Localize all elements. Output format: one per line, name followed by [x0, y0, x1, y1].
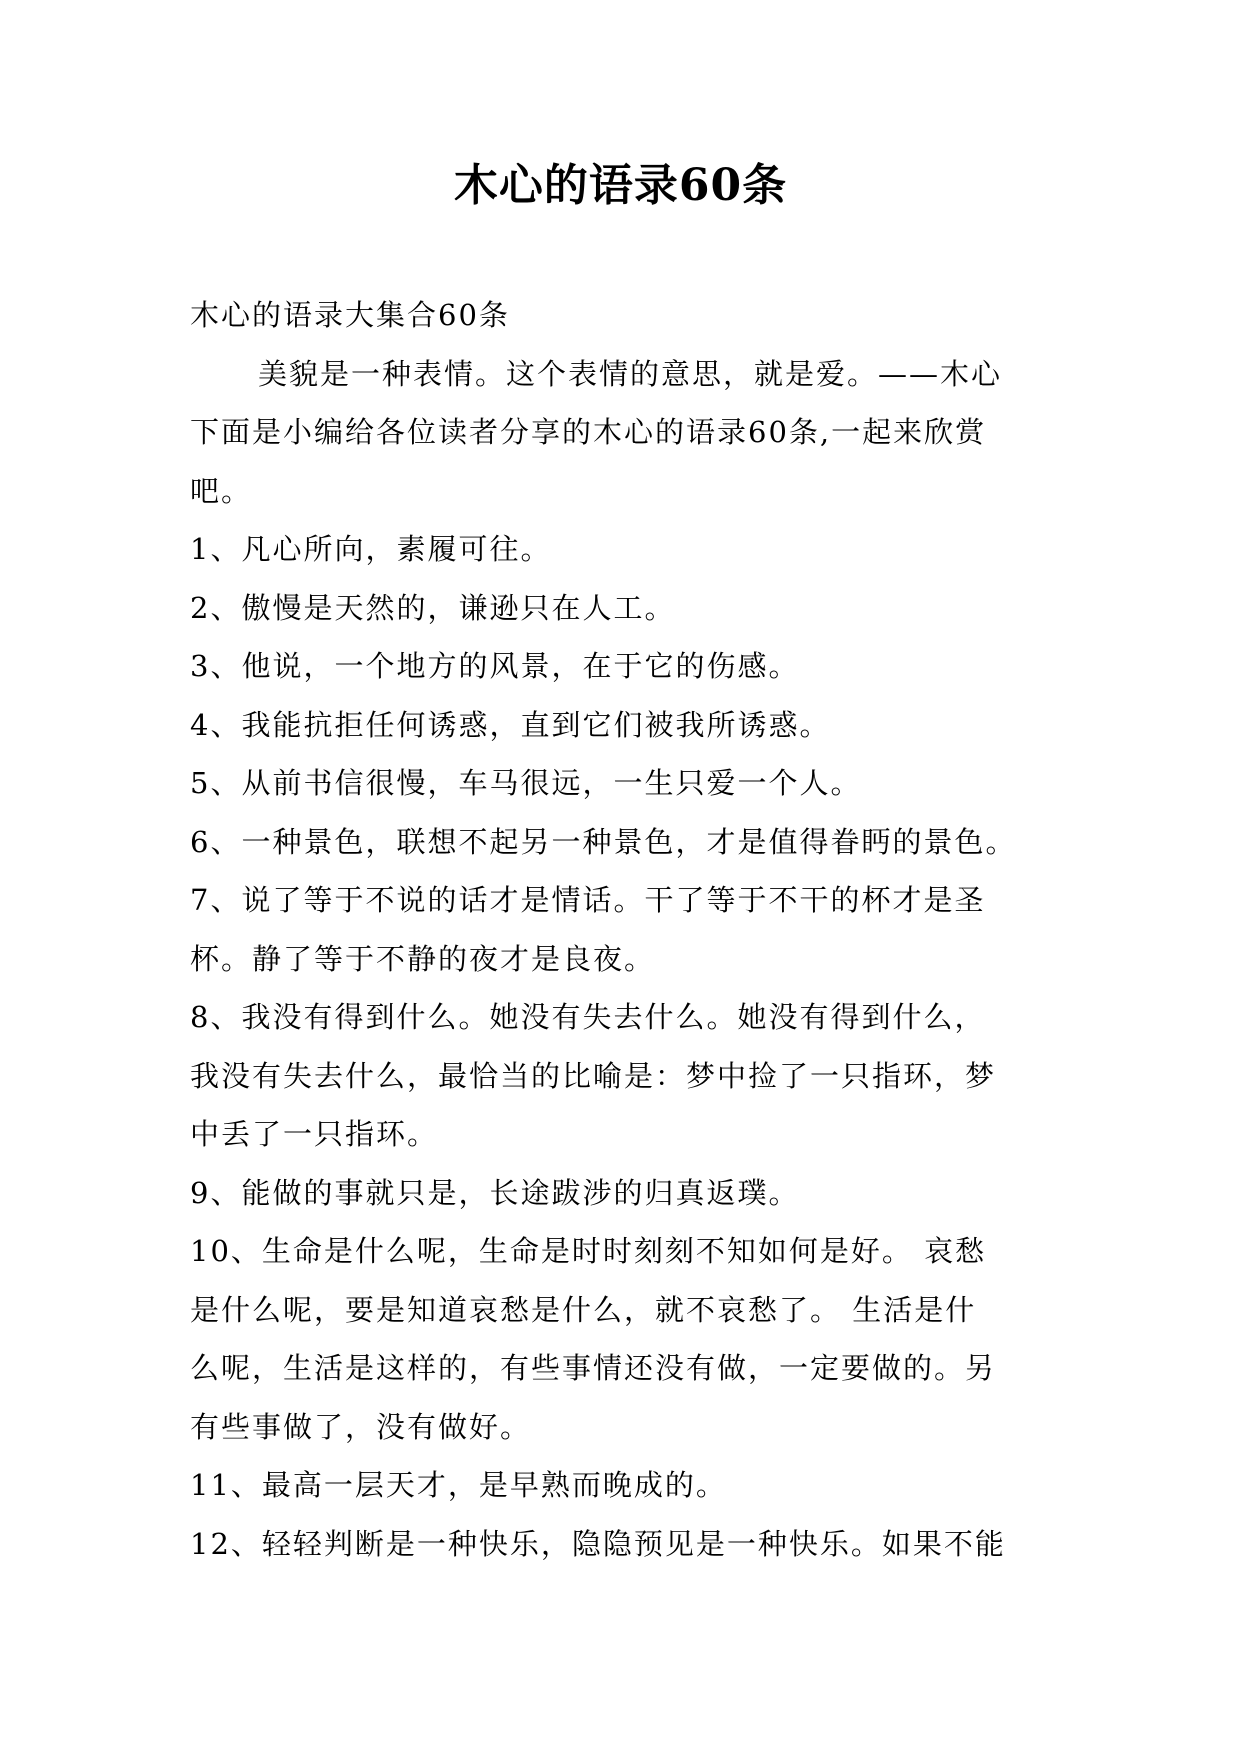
intro-line: 下面是小编给各位读者分享的木心的语录60条,一起来欣赏: [190, 415, 987, 449]
intro-quote-line: 美貌是一种表情。这个表情的意思，就是爱。——木心: [258, 356, 1003, 391]
quote-line: 3、他说，一个地方的风景，在于它的伤感。: [190, 649, 800, 683]
quote-line: 5、从前书信很慢，车马很远，一生只爱一个人。: [190, 766, 862, 800]
quote-line: 有些事做了，没有做好。: [190, 1409, 532, 1444]
quote-line: 我没有失去什么，最恰当的比喻是：梦中捡了一只指环，梦: [190, 1058, 997, 1093]
quote-line: 2、傲慢是天然的，谦逊只在人工。: [190, 590, 676, 625]
quote-line: 么呢，生活是这样的，有些事情还没有做，一定要做的。另: [190, 1351, 997, 1385]
quote-line: 1、凡心所向，素履可往。: [190, 532, 552, 566]
document-body: [190, 286, 1060, 1573]
quote-line: 9、能做的事就只是，长途跋涉的归真返璞。: [190, 1175, 800, 1210]
quote-line: 8、我没有得到什么。她没有失去什么。她没有得到什么，: [190, 1000, 986, 1034]
intro-line: 吧。: [190, 473, 253, 508]
quote-line: 是什么呢，要是知道哀愁是什么，就不哀愁了。 生活是什: [190, 1292, 977, 1327]
quote-line: 7、说了等于不说的话才是情话。干了等于不干的杯才是圣: [190, 883, 986, 917]
quote-line: 中丢了一只指环。: [190, 1117, 439, 1151]
quote-line: 6、一种景色，联想不起另一种景色，才是值得眷眄的景色。: [190, 824, 1017, 859]
subtitle-line: 木心的语录大集合60条: [190, 298, 510, 332]
quote-line: 12、轻轻判断是一种快乐，隐隐预见是一种快乐。如果不能: [190, 1526, 1006, 1561]
quote-line: 10、生命是什么呢，生命是时时刻刻不知如何是好。 哀愁: [190, 1234, 987, 1268]
quote-line: 11、最高一层天才，是早熟而晚成的。: [190, 1468, 727, 1502]
quote-line: 杯。静了等于不静的夜才是良夜。: [190, 941, 656, 976]
quote-line: 4、我能抗拒任何诱惑，直到它们被我所诱惑。: [190, 707, 831, 742]
document-title: 木心的语录60条: [453, 160, 788, 211]
